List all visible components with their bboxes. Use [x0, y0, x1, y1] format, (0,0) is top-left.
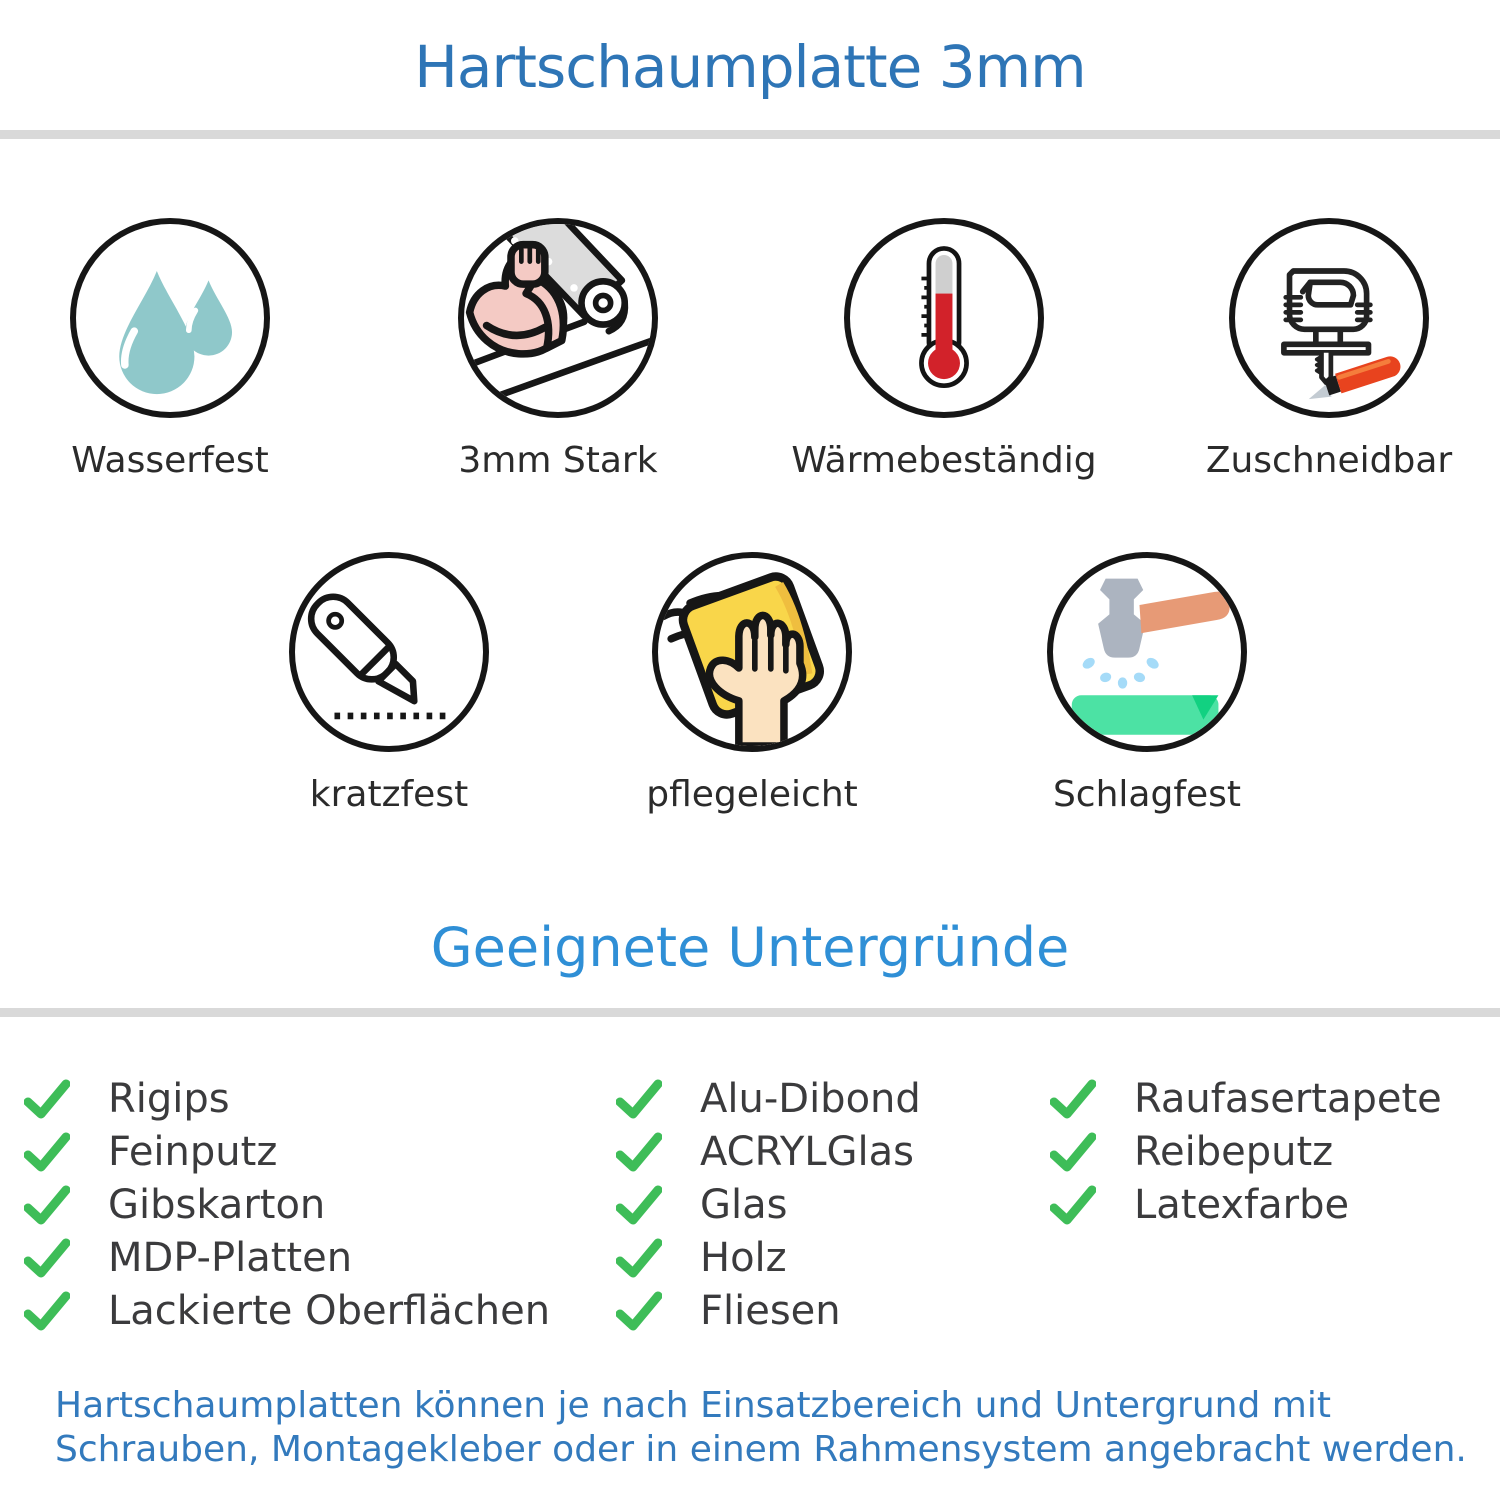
feature-label: Wärmebeständig: [791, 440, 1097, 481]
feature-circle: [458, 218, 658, 418]
list-item: [616, 1231, 921, 1284]
utility-knife-icon: [295, 558, 483, 746]
list-item: [24, 1178, 550, 1231]
substrate-label: Alu-Dibond: [700, 1075, 921, 1122]
muscle-arm-icon: [464, 224, 652, 412]
feature-circle: [1047, 552, 1247, 752]
feature-pflegeleicht: [572, 552, 932, 815]
feature-label: Schlagfest: [1052, 774, 1242, 815]
list-item: [24, 1125, 550, 1178]
substrate-label: Rigips: [108, 1075, 230, 1122]
substrate-label: Latexfarbe: [1134, 1181, 1350, 1228]
checkmark-icon: [616, 1132, 662, 1172]
divider-middle: [0, 1008, 1500, 1017]
substrate-label: Fliesen: [700, 1287, 841, 1334]
hammer-icon: [1053, 558, 1241, 746]
feature-circle: [289, 552, 489, 752]
substrate-label: Feinputz: [108, 1128, 278, 1175]
water-drops-icon: [76, 224, 264, 412]
list-item: [24, 1231, 550, 1284]
substrate-label: ACRYLGlas: [700, 1128, 915, 1175]
feature-label: Wasserfest: [71, 440, 269, 481]
feature-label: kratzfest: [309, 774, 469, 815]
page-title: Hartschaumplatte 3mm: [414, 33, 1086, 101]
feature-kratzfest: [209, 552, 569, 815]
feature-circle: [70, 218, 270, 418]
checkmark-icon: [24, 1291, 70, 1331]
section-title: Geeignete Untergründe: [430, 916, 1070, 979]
feature-3mm-stark: [378, 218, 738, 481]
feature-circle: [652, 552, 852, 752]
feature-label: Zuschneidbar: [1205, 440, 1453, 481]
feature-zuschneidbar: [1149, 218, 1500, 481]
feature-circle: [844, 218, 1044, 418]
list-item: [24, 1072, 550, 1125]
substrate-label: Lackierte Oberflächen: [108, 1287, 551, 1334]
jigsaw-icon: [1235, 224, 1423, 412]
list-item: [1050, 1072, 1442, 1125]
feature-wasserfest: [0, 218, 350, 481]
substrate-column-3: [1050, 1072, 1442, 1231]
footer-line-1: Hartschaumplatten können je nach Einsatzbereich und Untergrund mit: [55, 1385, 1331, 1426]
substrate-label: Holz: [700, 1234, 787, 1281]
substrate-column-2: [616, 1072, 921, 1337]
list-item: [616, 1072, 921, 1125]
checkmark-icon: [616, 1238, 662, 1278]
feature-circle: [1229, 218, 1429, 418]
checkmark-icon: [1050, 1079, 1096, 1119]
checkmark-icon: [1050, 1185, 1096, 1225]
footer-note: [55, 1384, 1467, 1472]
checkmark-icon: [24, 1079, 70, 1119]
feature-waermebestaendig: [764, 218, 1124, 481]
feature-label: pflegeleicht: [646, 774, 858, 815]
feature-label: 3mm Stark: [458, 440, 658, 481]
cleaning-hand-icon: [658, 558, 846, 746]
checkmark-icon: [616, 1185, 662, 1225]
substrate-label: Glas: [700, 1181, 788, 1228]
list-item: [1050, 1178, 1442, 1231]
substrate-label: Raufasertapete: [1134, 1075, 1442, 1122]
divider-top: [0, 130, 1500, 139]
list-item: [24, 1284, 550, 1337]
list-item: [1050, 1125, 1442, 1178]
footer-line-2: Schrauben, Montagekleber oder in einem Rahmensystem angebracht werden.: [55, 1429, 1467, 1470]
substrate-label: Gibskarton: [108, 1181, 326, 1228]
list-item: [616, 1178, 921, 1231]
feature-schlagfest: [967, 552, 1327, 815]
checkmark-icon: [24, 1185, 70, 1225]
list-item: [616, 1284, 921, 1337]
checkmark-icon: [24, 1132, 70, 1172]
checkmark-icon: [24, 1238, 70, 1278]
checkmark-icon: [1050, 1132, 1096, 1172]
checkmark-icon: [616, 1079, 662, 1119]
substrate-label: Reibeputz: [1134, 1128, 1334, 1175]
substrate-label: MDP-Platten: [108, 1234, 353, 1281]
thermometer-icon: [850, 224, 1038, 412]
substrate-column-1: [24, 1072, 550, 1337]
list-item: [616, 1125, 921, 1178]
checkmark-icon: [616, 1291, 662, 1331]
